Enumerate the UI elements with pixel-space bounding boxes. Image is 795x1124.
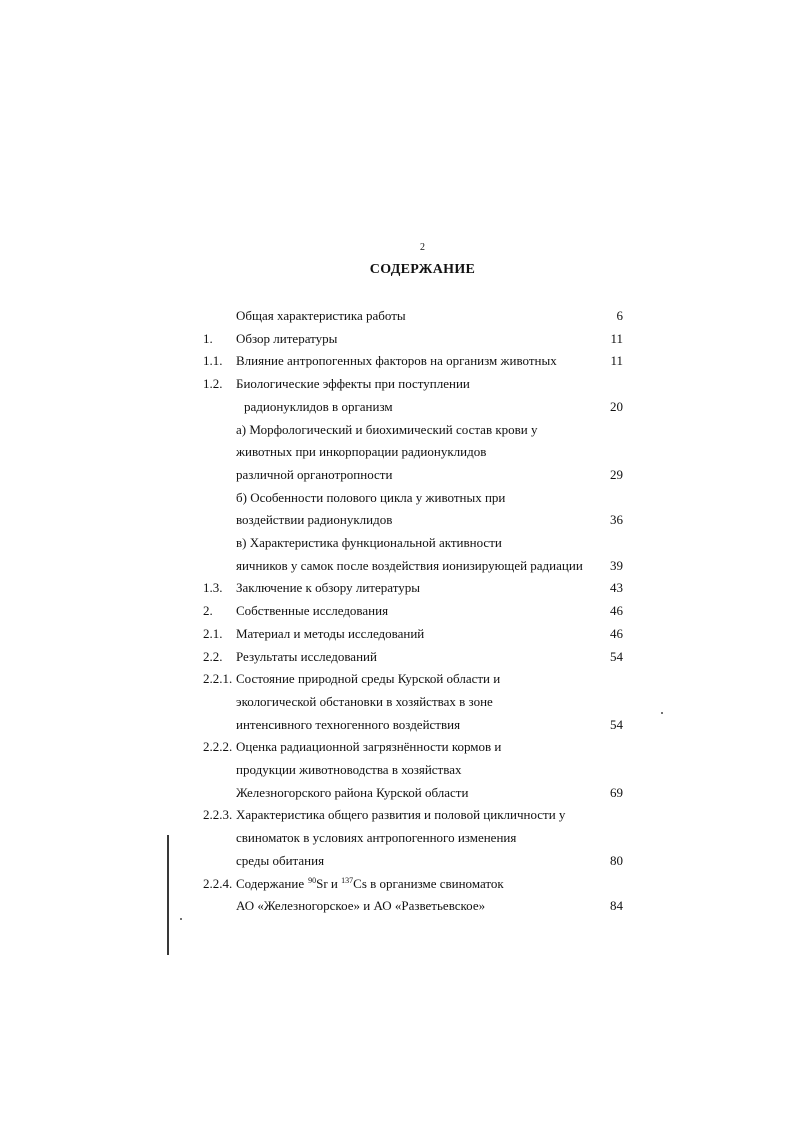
toc-entry-page: 54 — [610, 648, 623, 664]
toc-entry-number: 1.2. — [203, 376, 223, 392]
toc-entry-title: Состояние природной среды Курской области и — [236, 671, 501, 687]
toc-entry-number: 2.2.3. — [203, 807, 233, 823]
toc-entry — [0, 624, 795, 647]
toc-entry-title: Обзор литературы — [236, 330, 338, 346]
toc-entry-title: яичников у самок после воздействия ионизирующей радиации — [236, 557, 583, 573]
toc-entry-title: свиноматок в условиях антропогенного изменения — [236, 830, 517, 846]
page-number: 2 — [420, 242, 425, 253]
toc-entry — [0, 647, 795, 670]
toc-entry-title: продукции животноводства в хозяйствах — [236, 762, 462, 777]
toc-entry — [0, 397, 795, 420]
toc-entry — [0, 374, 795, 397]
toc-entry-page: 36 — [610, 512, 623, 528]
toc-entry-title: Биологические эффекты при поступлении — [236, 376, 470, 392]
toc-entry-title: а) Морфологический и биохимический состав крови у — [236, 421, 538, 437]
toc-entry-title: Результаты исследований — [236, 648, 377, 664]
toc-entry — [0, 760, 795, 783]
toc-entry — [0, 896, 795, 919]
toc-entry-page: 29 — [610, 466, 623, 482]
toc-entry — [0, 351, 795, 374]
toc-entry-page: 39 — [610, 557, 623, 573]
toc-entry-title: Общая характеристика работы — [236, 308, 406, 323]
toc-entry-number: 2. — [203, 603, 213, 619]
toc-entry — [0, 533, 795, 556]
toc-entry — [0, 556, 795, 579]
toc-entry-page: 46 — [610, 603, 623, 619]
toc-entry-number: 1.1. — [203, 353, 223, 369]
toc-entry-title: среды обитания — [236, 852, 325, 868]
scan-speck — [661, 712, 663, 714]
toc-entry-number: 2.2.2. — [203, 739, 233, 755]
toc-entry — [0, 488, 795, 511]
toc-entry — [0, 442, 795, 465]
toc-entry — [0, 692, 795, 715]
toc-entry-page: 46 — [610, 625, 623, 641]
toc-entry-title: Материал и методы исследований — [236, 625, 425, 641]
toc-entry-page: 80 — [610, 852, 623, 868]
scan-speck — [180, 918, 182, 920]
toc-entry — [0, 805, 795, 828]
toc-entry — [0, 715, 795, 738]
toc-entry — [0, 669, 795, 692]
isotope-mass-number: 90 — [308, 875, 317, 885]
toc-entry-title: радионуклидов в организм — [244, 398, 393, 414]
toc-entry — [0, 783, 795, 806]
toc-entry — [0, 601, 795, 624]
toc-entry-page: 11 — [610, 353, 623, 369]
toc-entry-title: животных при инкорпорации радионуклидов — [236, 444, 487, 460]
toc-entry-title: Характеристика общего развития и половой цикличности у — [236, 807, 566, 823]
toc-entry — [0, 420, 795, 443]
scan-margin-line — [167, 835, 169, 955]
toc-entry-number: 1. — [203, 330, 213, 346]
toc-entry — [0, 578, 795, 601]
toc-entry-page: 11 — [610, 330, 623, 346]
toc-entry-page: 69 — [610, 784, 623, 800]
toc-entry-title: Влияние антропогенных факторов на организм животных — [236, 353, 557, 369]
toc-entry-title: Железногорского района Курской области — [236, 784, 469, 800]
toc-entry-title: экологической обстановки в хозяйствах в зоне — [236, 693, 493, 709]
toc-entry-page: 54 — [610, 716, 623, 732]
toc-entry — [0, 465, 795, 488]
toc-entry-title: интенсивного техногенного воздействия — [236, 716, 461, 732]
toc-entry-title: воздействии радионуклидов — [236, 512, 393, 528]
toc-entry-number: 2.1. — [203, 625, 223, 641]
toc-entry-number: 2.2.1. — [203, 671, 233, 687]
toc-entry-title: Заключение к обзору литературы — [236, 580, 420, 596]
toc-entry-page: 43 — [610, 580, 623, 596]
toc-entry-title: б) Особенности полового цикла у животных при — [236, 489, 506, 505]
toc-entry-title: Оценка радиационной загрязнённости кормов и — [236, 739, 502, 755]
toc-entry-page: 6 — [616, 308, 623, 323]
toc-entry-formula — [308, 874, 504, 894]
toc-entry — [0, 851, 795, 874]
toc-entry-title: АО «Железногорское» и АО «Разветьевское» — [236, 898, 486, 914]
toc-entry-number: 2.2. — [203, 648, 223, 664]
toc-entry — [0, 874, 795, 897]
toc-entry-number: 1.3. — [203, 580, 223, 596]
toc-entry — [0, 306, 795, 329]
isotope-mass-number: 137 — [341, 875, 354, 885]
toc-entry-title: в) Характеристика функциональной активности — [236, 535, 502, 550]
isotope-symbol: Sr и — [316, 875, 342, 891]
toc-entry — [0, 329, 795, 352]
toc-entry-page: 20 — [610, 398, 623, 414]
isotope-symbol: Cs в организме свиноматок — [353, 875, 504, 891]
toc-entry-title: Собственные исследования — [236, 603, 389, 619]
toc-entry-page: 84 — [610, 898, 623, 914]
toc-entry-title: Содержание — [236, 875, 305, 891]
toc-entry — [0, 737, 795, 760]
toc-entry-number: 2.2.4. — [203, 875, 233, 891]
toc-entry-title: различной органотропности — [236, 466, 393, 482]
toc-entry — [0, 510, 795, 533]
toc-entry — [0, 828, 795, 851]
page-title: СОДЕРЖАНИЕ — [369, 262, 476, 277]
